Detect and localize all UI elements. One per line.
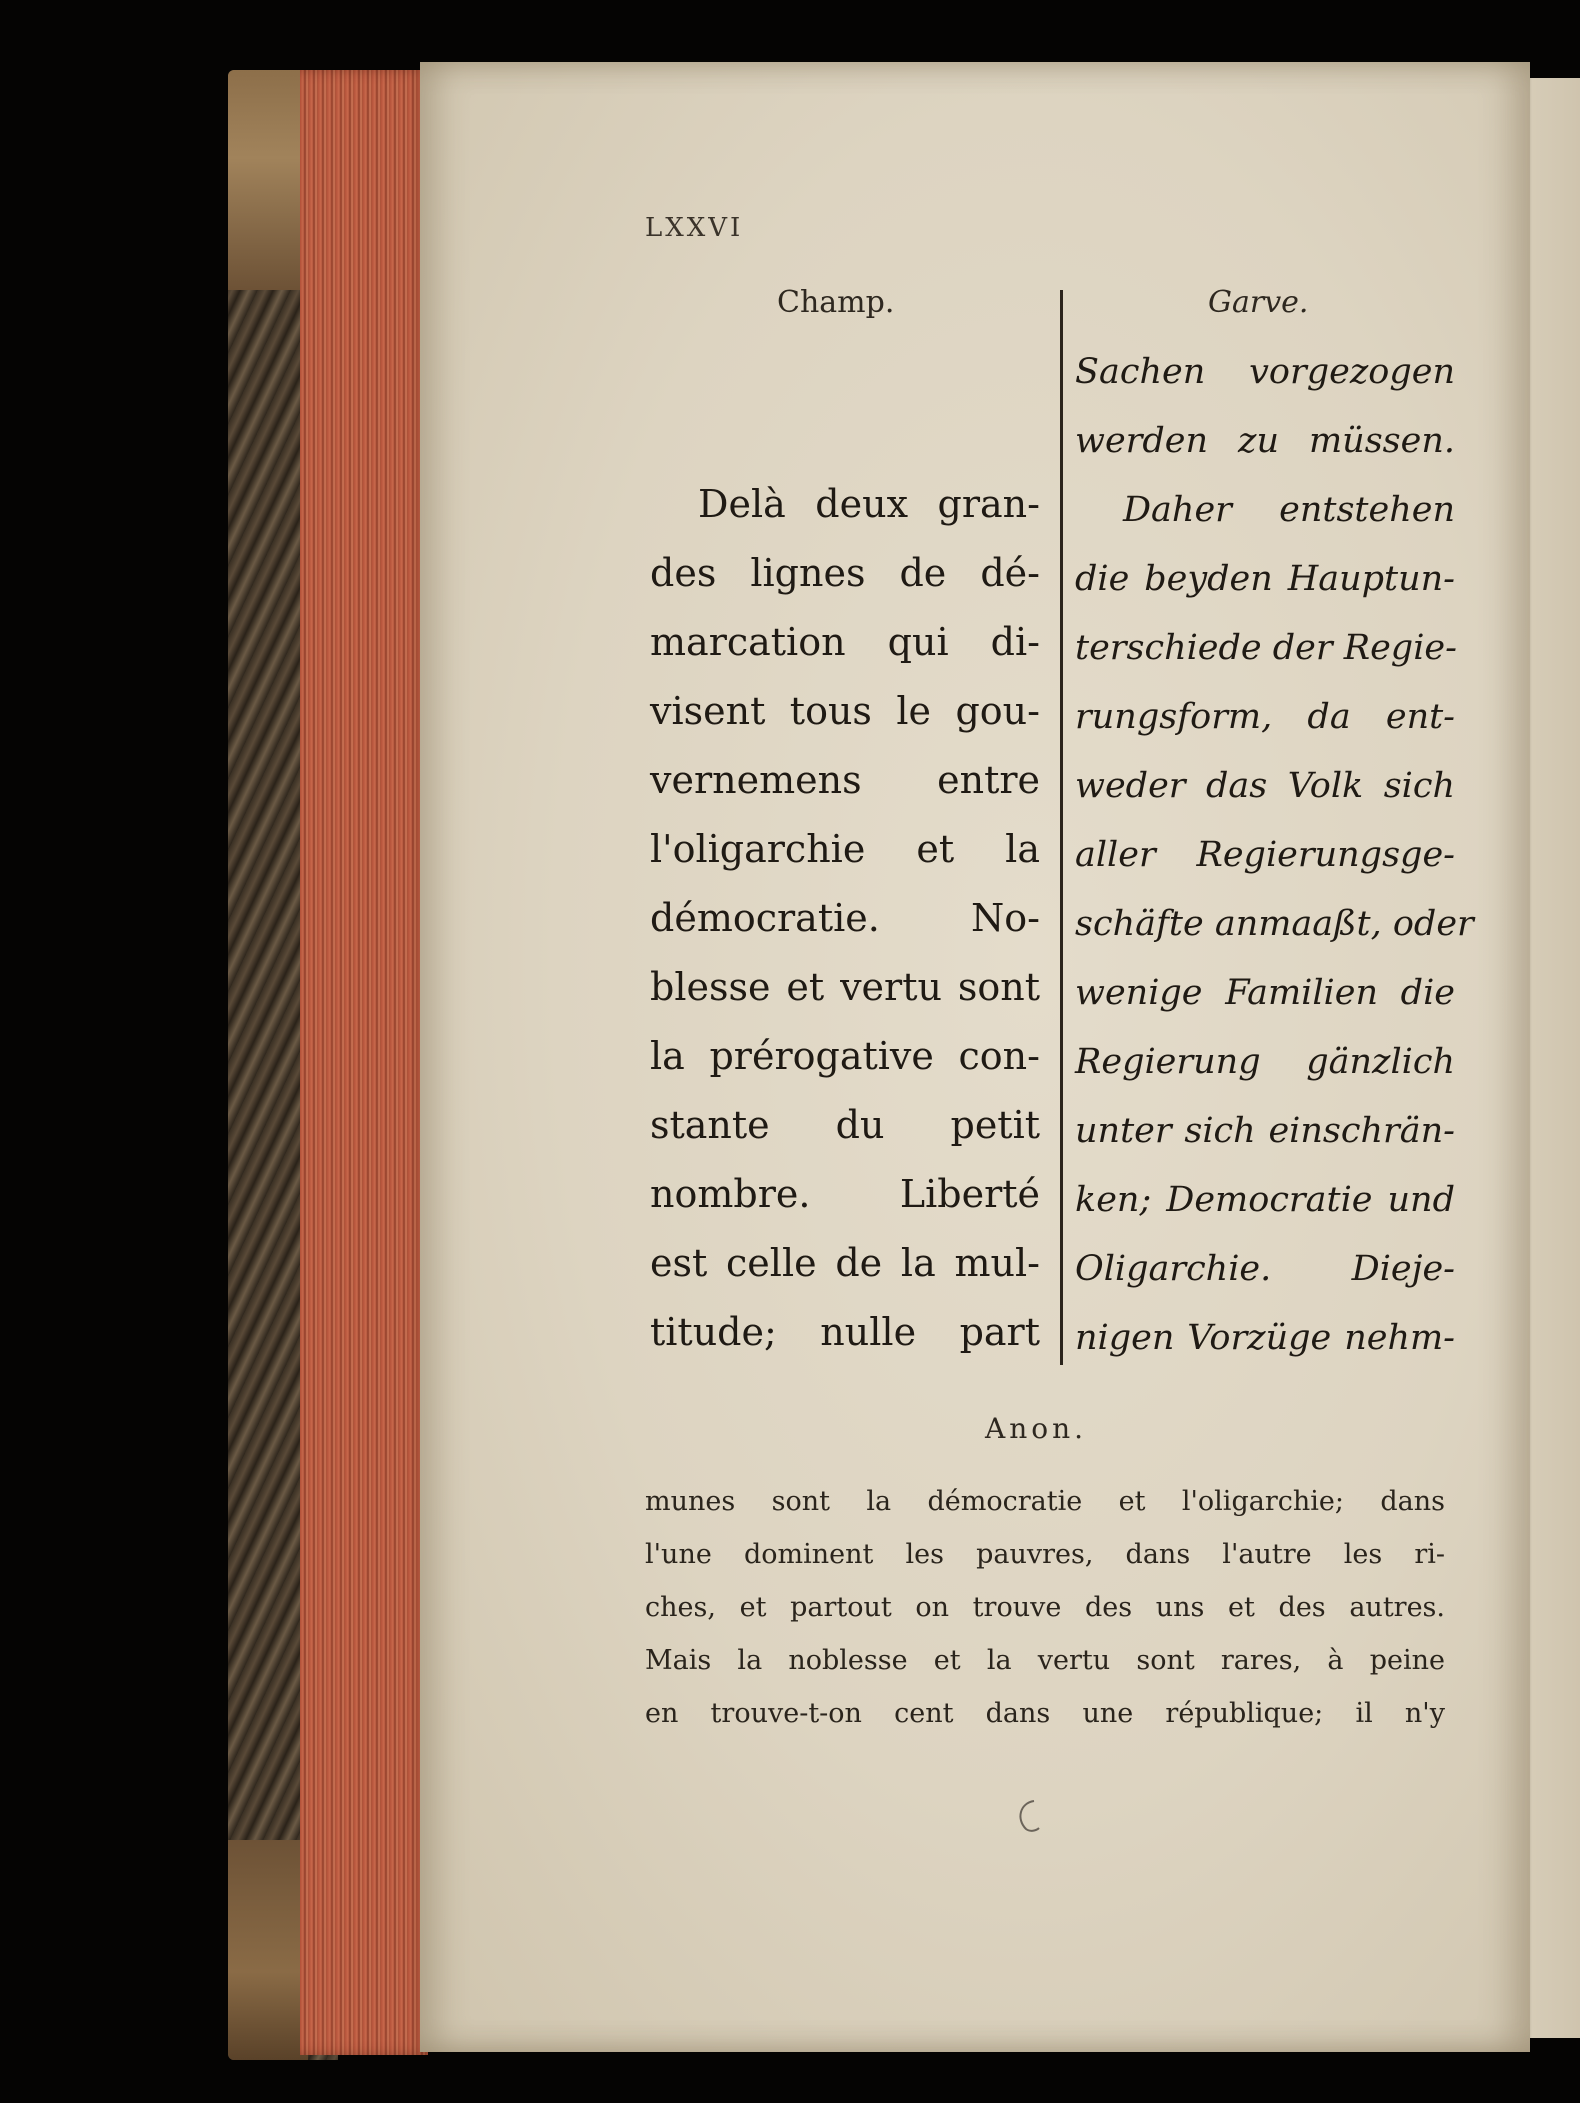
right-column-heading: Garve. [1208,285,1309,320]
text-line: nombre. Liberté [650,1172,1040,1216]
footnote-line: ches, et partout on trouve des uns et des autres. [645,1592,1445,1623]
text-line: blesse et vertu sont [650,965,1040,1009]
text-line: schäfte anmaaßt, oder [1075,904,1474,944]
column-divider [1060,290,1063,1365]
footnote-line: munes sont la démocratie et l'oligarchie; dans [645,1486,1445,1517]
text-line: stante du petit [650,1103,1040,1147]
text-line: unter sich einschrän- [1075,1111,1455,1151]
text-line: wenige Familien die [1075,973,1455,1013]
text-line: vernemens entre [650,758,1040,802]
text-line: visent tous le gou- [650,689,1040,733]
text-line: aller Regierungsge- [1075,835,1455,875]
right-column-text [1075,338,1474,1373]
text-line: l'oligarchie et la [650,827,1040,871]
leather-corner-bottom [228,1840,308,2060]
page-number: LXXVI [645,213,744,243]
text-line: la prérogative con- [650,1034,1040,1078]
text-line: marcation qui di- [650,620,1040,664]
left-column-text [650,470,1040,1367]
text-line: ken; Democratie und [1075,1180,1455,1220]
text-line: Delà deux gran- [698,482,1040,526]
footnote-line: l'une dominent les pauvres, dans l'autre les ri- [645,1539,1445,1570]
red-page-edges [300,70,428,2055]
text-line: rungsform, da ent- [1075,697,1455,737]
text-line: Sachen vorgezogen [1075,352,1455,392]
text-line: des lignes de dé- [650,551,1040,595]
footnote-text [645,1475,1445,1740]
leather-corner-top [228,70,308,290]
text-line: weder das Volk sich [1075,766,1455,806]
text-line: est celle de la mul- [650,1241,1040,1285]
text-line: titude; nulle part [650,1310,1040,1354]
left-column-heading: Champ. [777,285,895,320]
text-line: terschiede der Regie- [1075,628,1457,668]
text-line: Daher entstehen [1123,490,1455,530]
text-line: nigen Vorzüge nehm- [1075,1318,1455,1358]
footnote-line: en trouve-t-on cent dans une république; il n'y [645,1698,1445,1729]
text-line: démocratie. No- [650,896,1040,940]
footnote-heading: Anon. [985,1412,1088,1445]
footnote-line: Mais la noblesse et la vertu sont rares, à peine [645,1645,1445,1676]
text-line: Oligarchie. Dieje- [1075,1249,1455,1289]
pencil-mark [1012,1795,1042,1835]
text-line: Regierung gänzlich [1075,1042,1455,1082]
text-line: werden zu müssen. [1075,421,1455,461]
text-line: die beyden Hauptun- [1075,559,1455,599]
